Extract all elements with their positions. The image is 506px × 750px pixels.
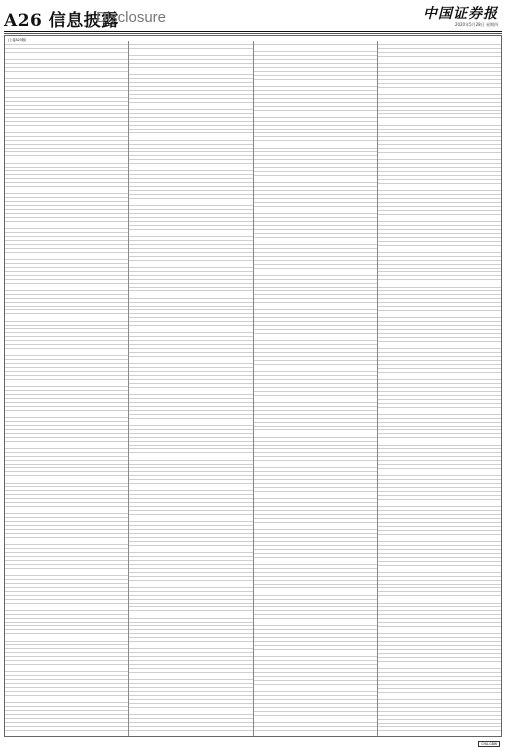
issue-date: 2020年5月28日 星期四 [454, 22, 498, 27]
table-column [254, 41, 378, 736]
table-row [254, 238, 377, 245]
table-row [129, 199, 252, 206]
disclosure-table [4, 35, 502, 737]
table-row [5, 665, 128, 672]
table-row [254, 334, 377, 341]
table-row [254, 619, 377, 626]
table-row [5, 727, 128, 731]
table-row [5, 126, 128, 133]
table-row [5, 349, 128, 356]
table-row [378, 118, 501, 125]
table-row [378, 566, 501, 573]
table-row [378, 373, 501, 380]
table-row [254, 727, 377, 731]
table-row [5, 253, 128, 260]
table-row [5, 634, 128, 641]
table-row [378, 153, 501, 160]
table-row [254, 207, 377, 214]
table-row [5, 91, 128, 98]
table-row [129, 133, 252, 140]
table-row [129, 291, 252, 298]
table-row [5, 538, 128, 545]
table-row [129, 546, 252, 553]
table-row [5, 411, 128, 418]
newspaper-logo: 中国证券报 [423, 6, 498, 22]
table-row [5, 222, 128, 229]
table-row [254, 303, 377, 310]
table-row [378, 662, 501, 669]
table-row [254, 588, 377, 595]
page-number: A26 信息披露 [4, 11, 119, 31]
table-row [5, 476, 128, 483]
table-row [5, 72, 128, 79]
table-column [378, 41, 501, 736]
table-row [5, 696, 128, 703]
table-row [129, 419, 252, 426]
table-row [129, 581, 252, 588]
table-row [129, 727, 252, 731]
table-row [254, 716, 377, 723]
table-title: (上接A25版) [8, 38, 27, 42]
table-row [5, 187, 128, 194]
table-row [378, 596, 501, 603]
table-row [378, 727, 501, 731]
table-row [129, 68, 252, 75]
table-row [378, 438, 501, 445]
table-columns [5, 41, 501, 736]
table-row [378, 342, 501, 349]
table-row [378, 535, 501, 542]
table-row [378, 57, 501, 64]
masthead-rule-thin [4, 33, 502, 34]
table-row [254, 461, 377, 468]
table-row [254, 111, 377, 118]
table-row [254, 269, 377, 276]
table-row [5, 284, 128, 291]
table-row [5, 604, 128, 611]
table-row [129, 230, 252, 237]
table-row [378, 693, 501, 700]
table-column [129, 41, 253, 736]
table-column [5, 41, 129, 736]
table-row [254, 523, 377, 530]
table-row [254, 430, 377, 437]
table-row [378, 469, 501, 476]
table-row [129, 49, 252, 56]
table-row [378, 88, 501, 95]
table-row [129, 642, 252, 649]
table-row [5, 53, 128, 60]
table-row [254, 80, 377, 87]
table-row [378, 408, 501, 415]
table-row [254, 650, 377, 657]
table-row [254, 176, 377, 183]
table-row [378, 500, 501, 507]
table-row [5, 442, 128, 449]
masthead-rule [4, 31, 502, 32]
table-row [129, 673, 252, 680]
table-row [378, 280, 501, 287]
table-row [5, 380, 128, 387]
table-row [129, 103, 252, 110]
table-row [129, 484, 252, 491]
table-row [378, 246, 501, 253]
table-row [129, 261, 252, 268]
table-row [129, 611, 252, 618]
table-row [129, 357, 252, 364]
table-row [5, 156, 128, 163]
footer-badge: CHA-GBW [478, 741, 500, 747]
table-row [254, 685, 377, 692]
table-row [5, 569, 128, 576]
table-row [129, 453, 252, 460]
table-row [129, 388, 252, 395]
table-row [5, 507, 128, 514]
table-row [254, 141, 377, 148]
table-row [129, 708, 252, 715]
section-name: Disclosure [96, 9, 167, 26]
table-row [129, 164, 252, 171]
table-row [5, 314, 128, 321]
table-row [254, 396, 377, 403]
table-row [129, 326, 252, 333]
table-row [129, 515, 252, 522]
table-row [378, 311, 501, 318]
table-row [254, 492, 377, 499]
table-row [254, 45, 377, 52]
table-row [378, 215, 501, 222]
table-row [254, 558, 377, 565]
table-row [378, 184, 501, 191]
table-row [254, 365, 377, 372]
masthead [0, 0, 506, 32]
table-row [378, 627, 501, 634]
